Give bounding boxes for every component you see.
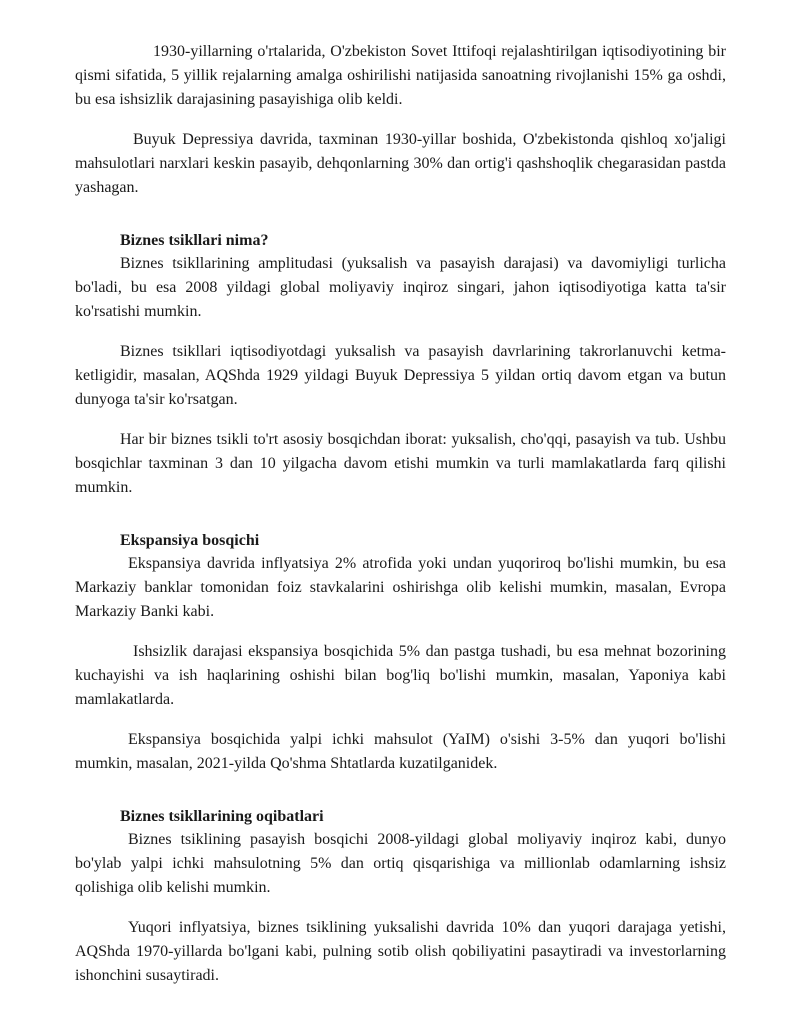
section-heading: Biznes tsikllari nima? [120,232,269,249]
section-heading: Ekspansiya bosqichi [120,532,260,549]
document-page [75,40,726,1004]
paragraph: Ishsizlik darajasi ekspansiya bosqichida 5% dan pastga tushadi, bu esa mehnat bozorining kuchayishi va ish haqlarining oshishi bilan bog'liq bo'lishi mumkin, masalan, Yaponiya kabi mamlakatlarda. [75,643,726,708]
paragraph: Biznes tsiklining pasayish bosqichi 2008-yildagi global moliyaviy inqiroz kabi, dunyo bo'ylab yalpi ichki mahsulotning 5% dan ortiq qisqarishiga va millionlab odamlarning ishsiz qolishiga olib kelishi mumkin. [75,831,726,896]
paragraph: Ekspansiya davrida inflyatsiya 2% atrofida yoki undan yuqoriroq bo'lishi mumkin, bu esa Markaziy banklar tomonidan foiz stavkalarini oshirishga olib kelishi mumkin, masalan, Evropa Markaziy Banki kabi. [75,555,726,620]
section-heading: Biznes tsikllarining oqibatlari [120,808,324,825]
paragraph: Ekspansiya bosqichida yalpi ichki mahsulot (YaIM) o'sishi 3-5% dan yuqori bo'lishi mumkin, masalan, 2021-yilda Qo'shma Shtatlarda kuzatilganidek. [75,731,726,772]
paragraph: Yuqori inflyatsiya, biznes tsiklining yuksalishi davrida 10% dan yuqori darajaga yetishi, AQShda 1970-yillarda bo'lgani kabi, pulning sotib olish qobiliyatini pasaytiradi va investorlarning ishonchini susaytiradi. [75,919,726,984]
paragraph: Biznes tsikllari iqtisodiyotdagi yuksalish va pasayish davrlarining takrorlanuvchi ketma-ketligidir, masalan, AQShda 1929 yildagi Buyuk Depressiya 5 yildan ortiq davom etgan va butun dunyoga ta'sir ko'rsatgan. [75,343,726,408]
paragraph: Har bir biznes tsikli to'rt asosiy bosqichdan iborat: yuksalish, cho'qqi, pasayish va tub. Ushbu bosqichlar taxminan 3 dan 10 yilgacha davom etishi mumkin va turli mamlakatlarda farq qilishi mumkin. [75,431,726,496]
paragraph: Biznes tsikllarining amplitudasi (yuksalish va pasayish darajasi) va davomiyligi turlicha bo'ladi, bu esa 2008 yildagi global moliyaviy inqiroz singari, jahon iqtisodiyotiga katta ta'sir ko'rsatishi mumkin. [75,255,726,320]
paragraph: Buyuk Depressiya davrida, taxminan 1930-yillar boshida, O'zbekistonda qishloq xo'jaligi mahsulotlari narxlari keskin pasayib, dehqonlarning 30% dan ortig'i qashshoqlik chegarasidan pastda yashagan. [75,131,726,196]
paragraph: 1930-yillarning o'rtalarida, O'zbekiston Sovet Ittifoqi rejalashtirilgan iqtisodiyotining bir qismi sifatida, 5 yillik rejalarning amalga oshirilishi natijasida sanoatning rivojlanishi 15% ga oshdi, bu esa ishsizlik darajasining pasayishiga olib keldi. [75,43,726,108]
